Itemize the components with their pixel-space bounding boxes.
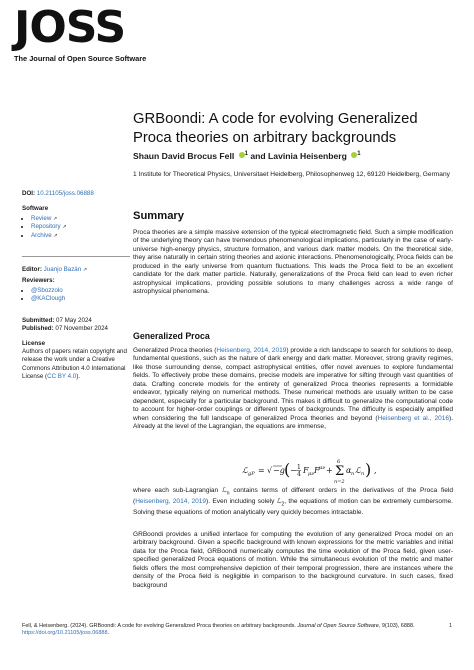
- paper-title: GRBoondi: A code for evolving Generalized Proca theories on arbitrary backgrounds: [133, 111, 418, 146]
- svg-text:1: 1: [297, 464, 301, 471]
- svg-text:F: F: [303, 466, 309, 475]
- joss-logo: [14, 2, 154, 66]
- affiliation-marker: 1: [357, 151, 361, 158]
- reviewers-label: Reviewers:: [22, 277, 55, 284]
- sidebar-divider: [22, 256, 130, 257]
- published-date: 07 November 2024: [55, 325, 109, 332]
- reviewers-section: [22, 277, 130, 304]
- software-label: Software: [22, 205, 49, 212]
- svg-text:√: √: [267, 466, 273, 475]
- footer-end: .: [107, 630, 110, 637]
- license-label: License: [22, 340, 46, 347]
- svg-text:α: α: [346, 466, 352, 475]
- software-links: [22, 215, 130, 240]
- gp-paragraph-1: [133, 347, 453, 432]
- logo-wordmark: [14, 2, 125, 53]
- svg-text:gP: gP: [248, 471, 255, 477]
- external-link-icon: ↗: [62, 224, 67, 231]
- editor-label: Editor:: [22, 266, 42, 273]
- reviewer-link[interactable]: @Sbozzolo: [31, 287, 63, 295]
- summary-paragraph: Proca theories are a simple massive extension of the typical electromagnetic field. Such a simple modification of the underlying theory can have tremendous phenomenological implications, particularly in the case of early-universe high-energy physics, structure formation, and various dark matter models. On the theoretical side, they arise naturally in certain string theories and axionic interactions. Phenomenologically, Proca fields can be produced in the early universe from quantum fluctuations. This leads the Proca field to be an excellent candidate for the dark matter particle. Naturally, generalizations of the Proca field can lead to even richer astrophysical implications, providing possible solutions to many challenges across a wide range of astrophysical phenomena.: [133, 229, 453, 296]
- doi-link[interactable]: 10.21105/joss.06888: [36, 190, 94, 197]
- software-link-item: [31, 215, 130, 223]
- footer-text: Fell, & Heisenberg. (2024). GRBoondi: A code for evolving Generalized Proca theories on arbitrary backgrounds.: [22, 623, 298, 629]
- svg-text:μν: μν: [319, 465, 326, 471]
- svg-text:Σ: Σ: [335, 464, 345, 479]
- footer-journal: Journal of Open Source Software: [297, 623, 379, 629]
- doi-line: [22, 190, 130, 198]
- svg-text:6: 6: [337, 459, 341, 465]
- submitted-line: [22, 317, 130, 325]
- svg-text:n=2: n=2: [334, 479, 345, 485]
- svg-text:−: −: [290, 466, 297, 475]
- external-link-icon: ↗: [53, 216, 58, 223]
- footer-volume: , 9(103), 6888.: [378, 623, 415, 629]
- text-run: ). Already at the level of the Lagrangian, the equations are immense,: [133, 414, 454, 431]
- license-section: [22, 340, 130, 381]
- submitted-date: 07 May 2024: [56, 317, 92, 324]
- citation-footer: [22, 623, 452, 637]
- logo-letter: O: [29, 2, 66, 53]
- software-link-item: [31, 232, 130, 240]
- citation-link[interactable]: Heisenberg, 2014, 2019: [216, 347, 287, 354]
- lagrangian-equation: [240, 455, 390, 485]
- text-run: ). Even including solely ℒ: [206, 497, 282, 505]
- reviewer-link[interactable]: @KAClough: [31, 295, 66, 303]
- reviewer-item: [31, 287, 130, 295]
- svg-text:μν: μν: [308, 471, 315, 477]
- published-line: [22, 325, 130, 333]
- license-text: Authors of papers retain copyright and release the work under a Creative Commons Attribution 4.0 International License (: [22, 348, 127, 380]
- author-name: Shaun David Brocus Fell: [133, 151, 235, 161]
- affiliation-marker: 1: [244, 151, 248, 158]
- text-run: Generalized Proca theories (: [133, 347, 217, 354]
- logo-letter: S: [65, 2, 95, 53]
- author-list: [133, 151, 361, 161]
- citation-link[interactable]: Heisenberg, 2014, 2019: [135, 497, 207, 505]
- citation-link[interactable]: Heisenberg et al., 2016: [377, 414, 450, 422]
- svg-text:ℒ: ℒ: [355, 466, 361, 475]
- doi-label: DOI:: [22, 190, 36, 197]
- reviewer-list: [22, 287, 130, 303]
- svg-text:): ): [365, 460, 372, 479]
- text-run: , the equations of motion can be extremely cumbersome. Solving these equations of motion analytically very quickly becomes intractable.: [133, 497, 453, 516]
- svg-text:(: (: [284, 460, 291, 479]
- repository-link[interactable]: Repository: [31, 223, 61, 231]
- text-run: where each sub-Lagrangian ℒ: [133, 487, 227, 494]
- archive-link[interactable]: Archive: [31, 231, 52, 239]
- external-link-icon: ↗: [53, 232, 58, 239]
- published-label: Published:: [22, 325, 54, 332]
- gp-paragraph-3: GRBoondi provides a unified interface for computing the evolution of any generalized Proca model on an arbitrary background. Given a specific background with known expressions for the metric variables and initial data for the Proca field, GRBoondi numerically computes the time evolution of the Proca field, given user-specified generalized Proca equations of motion. While the simultaneous evolution of the metric and matter fields offers the most comprehensive depiction of their temporal progression, there are instances where the density of the Proca field is negligible in comparison to the background curvature. In such cases, fixed background: [133, 531, 453, 589]
- affiliation: 1 Institute for Theoretical Physics, Universitaet Heidelberg, Philosophenweg 12, 69120 Heidelberg, Germany: [133, 171, 450, 178]
- logo-subtitle: The Journal of Open Source Software: [14, 54, 147, 63]
- software-section: [22, 205, 130, 240]
- submitted-label: Submitted:: [22, 317, 55, 324]
- svg-text:+: +: [326, 466, 333, 475]
- svg-text:n: n: [351, 471, 355, 477]
- gp-paragraph-2: where each sub-Lagrangian ℒ$_n$ contains terms of different orders in the derivatives of the Proca field (Heisenberg, 2014, 2019). Even including solely ℒ$_2$, the equations of motion can be extremely cumbersome. Solving these equations of motion analytically very quickly becomes intractable.: [133, 487, 454, 516]
- editor-line: [22, 266, 130, 274]
- author-name: Lavinia Heisenberg: [268, 151, 347, 161]
- svg-text:n: n: [361, 471, 365, 477]
- license-end: ).: [76, 372, 81, 380]
- text-run: contains terms of different orders in the derivatives of the Proca field (: [133, 487, 454, 505]
- svg-text:,: ,: [374, 466, 377, 475]
- text-run: ) provide a rich landscape to search for solutions to deep, fundamental questions, such as the nature of dark energy and dark matter. Moreover, strong gravity regimes, like those surrounding dense, compact astrophysical entities, offer novel avenues to explore fundamental fields. To effectively probe these domains, precise models are imperative for sifting through vast quantities of data. Crafting concrete models for the entirety of generalized Proca theories represents a formidable endeavor, typically relying on numerical methods. These numerical methods are usually written to be case dependent, especially for a particular background. This makes it difficult to generalize the computational code to account for higher-order couplings or different types of backgrounds. The difficulty is especially amplified when considering the full landscape of generalized Proca theories and beyond (: [133, 347, 453, 422]
- reviewer-item: [31, 295, 130, 303]
- editor-link[interactable]: Juanjo Bazán: [43, 266, 82, 273]
- logo-letter: J: [14, 2, 30, 53]
- generalized-proca-heading: Generalized Proca: [133, 331, 210, 341]
- svg-text:−g: −g: [273, 466, 285, 475]
- software-link-item: [31, 223, 130, 231]
- footer-doi-link[interactable]: https://doi.org/10.21105/joss.06888: [22, 630, 108, 637]
- logo-letter: S: [94, 2, 126, 53]
- summary-heading: Summary: [133, 210, 184, 222]
- svg-text:=: =: [258, 466, 265, 475]
- review-link[interactable]: Review: [31, 215, 52, 223]
- author-conjunction: and: [250, 151, 266, 161]
- license-link[interactable]: CC BY 4.0: [47, 372, 77, 380]
- page-number: 1: [448, 623, 452, 629]
- svg-text:F: F: [314, 466, 320, 475]
- svg-text:4: 4: [297, 471, 301, 478]
- external-link-icon: ↗: [82, 267, 88, 273]
- svg-text:ℒ: ℒ: [242, 466, 248, 475]
